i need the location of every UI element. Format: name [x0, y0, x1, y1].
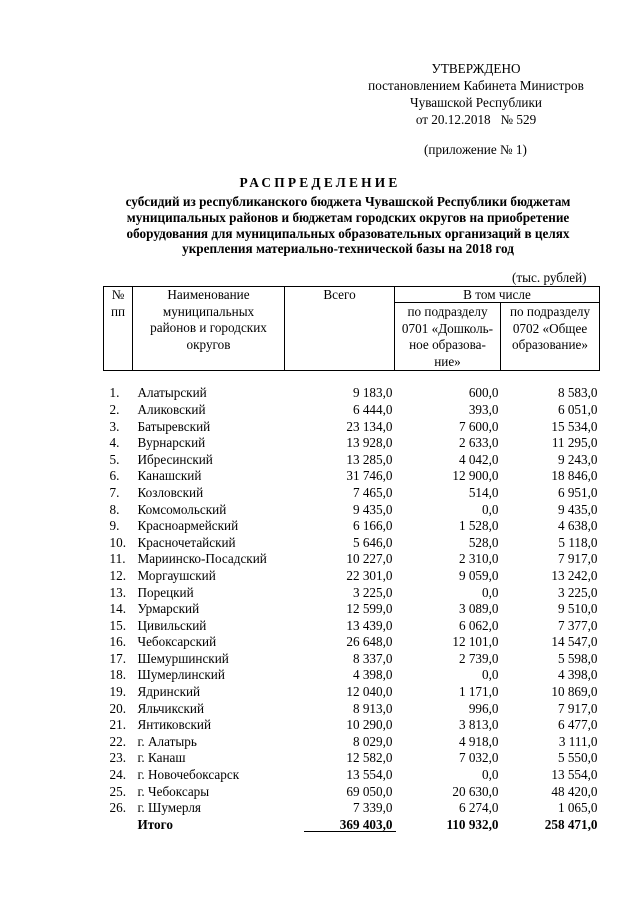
row-name: Алатырский — [137, 385, 207, 401]
row-name: г. Шумерля — [137, 800, 202, 816]
row-number: 26. — [109, 800, 126, 816]
row-preschool: 12 101,0 — [452, 634, 499, 650]
row-preschool: 3 813,0 — [458, 717, 499, 733]
table-row — [104, 618, 600, 635]
row-general: 6 051,0 — [557, 401, 598, 417]
appendix-label: (приложение № 1) — [424, 142, 527, 157]
row-number: 12. — [109, 567, 126, 583]
row-general: 1 065,0 — [557, 800, 598, 816]
row-total: 4 398,0 — [352, 667, 393, 683]
table-row — [104, 784, 600, 801]
row-general: 14 547,0 — [551, 634, 598, 650]
row-name: Канашский — [137, 468, 202, 484]
table-row — [104, 800, 600, 817]
row-total: 13 439,0 — [346, 617, 393, 633]
closing-rule — [304, 831, 396, 832]
row-general: 9 435,0 — [557, 501, 598, 517]
row-name: Мариинско-Посадский — [137, 551, 267, 567]
row-name: Моргаушский — [137, 567, 216, 583]
document-title: РАСПРЕДЕЛЕНИЕ — [239, 175, 401, 190]
row-preschool: 2 633,0 — [458, 435, 499, 451]
table-row — [104, 701, 600, 718]
row-total: 13 928,0 — [346, 435, 393, 451]
row-general: 15 534,0 — [551, 418, 598, 434]
row-total: 12 599,0 — [346, 601, 393, 617]
table-row — [104, 568, 600, 585]
row-name: Чебоксарский — [137, 634, 217, 650]
row-number: 14. — [109, 601, 126, 617]
row-preschool: 0,0 — [482, 667, 499, 683]
row-total: 8 913,0 — [352, 700, 393, 716]
row-number: 23. — [109, 750, 126, 766]
approval-republic: Чувашской Республики — [410, 95, 542, 110]
row-number: 4. — [109, 435, 120, 451]
row-general: 3 225,0 — [557, 584, 598, 600]
row-total: 13 285,0 — [346, 451, 393, 467]
row-number: 7. — [109, 484, 120, 500]
row-preschool: 514,0 — [468, 484, 499, 500]
table-body — [104, 371, 600, 834]
row-general: 5 598,0 — [557, 650, 598, 666]
total-sum: 369 403,0 — [339, 816, 393, 832]
table-row — [104, 485, 600, 502]
row-name: г. Канаш — [137, 750, 186, 766]
row-name: г. Новочебоксарск — [137, 767, 240, 783]
row-general: 9 243,0 — [557, 451, 598, 467]
table-row — [104, 684, 600, 701]
row-name: Козловский — [137, 484, 204, 500]
row-total: 12 582,0 — [346, 750, 393, 766]
header-name: Наименование муниципальных районов и городских округов — [133, 287, 285, 371]
row-general: 4 398,0 — [557, 667, 598, 683]
row-number: 15. — [109, 617, 126, 633]
table-row — [104, 371, 600, 402]
row-number: 19. — [109, 684, 126, 700]
table-row — [104, 667, 600, 684]
subtitle-line: укрепления материально-технической базы на 2018 год — [182, 241, 514, 257]
row-preschool: 996,0 — [468, 700, 499, 716]
row-number: 9. — [109, 518, 120, 534]
units-label: (тыс. рублей) — [512, 270, 587, 285]
row-preschool: 0,0 — [482, 584, 499, 600]
approval-date-number: от 20.12.2018 № 529 — [415, 112, 537, 127]
row-name: Вурнарский — [137, 435, 206, 451]
row-general: 8 583,0 — [557, 385, 598, 401]
row-general: 7 377,0 — [557, 617, 598, 633]
row-general: 9 510,0 — [557, 601, 598, 617]
total-label: Итого — [137, 816, 173, 832]
row-general: 7 917,0 — [557, 551, 598, 567]
row-preschool: 1 171,0 — [458, 684, 499, 700]
row-number: 13. — [109, 584, 126, 600]
approval-resolution: постановлением Кабинета Министров — [368, 78, 584, 93]
row-general: 7 917,0 — [557, 700, 598, 716]
row-general: 5 550,0 — [557, 750, 598, 766]
row-general: 4 638,0 — [557, 518, 598, 534]
row-name: Аликовский — [137, 401, 206, 417]
approval-title: УТВЕРЖДЕНО — [431, 61, 521, 76]
header-including: В том числе — [395, 287, 600, 303]
row-number: 2. — [109, 401, 120, 417]
row-number: 25. — [109, 783, 126, 799]
row-name: Шемуршинский — [137, 650, 229, 666]
row-name: Красноармейский — [137, 518, 239, 534]
total-general: 258 471,0 — [544, 816, 598, 832]
row-preschool: 0,0 — [482, 501, 499, 517]
row-name: Урмарский — [137, 601, 200, 617]
row-general: 13 242,0 — [551, 567, 598, 583]
subtitle-line: муниципальных районов и бюджетам городских округов на приобретение — [126, 209, 570, 225]
row-general: 5 118,0 — [558, 534, 598, 550]
row-preschool: 1 528,0 — [458, 518, 499, 534]
table-row — [104, 468, 600, 485]
row-name: Порецкий — [137, 584, 194, 600]
header-total: Всего — [285, 287, 395, 371]
row-preschool: 6 274,0 — [458, 800, 499, 816]
row-total: 9 435,0 — [352, 501, 393, 517]
row-total: 31 746,0 — [346, 468, 393, 484]
row-number: 24. — [109, 767, 126, 783]
table-row — [104, 435, 600, 452]
row-general: 11 295,0 — [551, 435, 598, 451]
row-total: 26 648,0 — [346, 634, 393, 650]
row-number: 17. — [109, 650, 126, 666]
row-total: 6 444,0 — [352, 401, 393, 417]
row-preschool: 9 059,0 — [458, 567, 499, 583]
row-preschool: 4 042,0 — [458, 451, 499, 467]
row-name: Ибресинский — [137, 451, 213, 467]
table-row — [104, 419, 600, 436]
header-num: № пп — [104, 287, 133, 371]
row-name: Яльчикский — [137, 700, 205, 716]
row-total: 69 050,0 — [346, 783, 393, 799]
row-preschool: 12 900,0 — [452, 468, 499, 484]
row-general: 10 869,0 — [551, 684, 598, 700]
row-total: 22 301,0 — [346, 567, 393, 583]
row-general: 48 420,0 — [551, 783, 598, 799]
table-row — [104, 634, 600, 651]
row-number: 3. — [109, 418, 120, 434]
row-total: 6 166,0 — [352, 518, 393, 534]
row-total: 10 227,0 — [346, 551, 393, 567]
row-number: 16. — [109, 634, 126, 650]
document-subtitle — [92, 194, 604, 257]
row-preschool: 2 310,0 — [458, 551, 499, 567]
table-row — [104, 585, 600, 602]
row-name: Комсомольский — [137, 501, 227, 517]
row-total: 9 183,0 — [352, 385, 393, 401]
row-preschool: 4 918,0 — [458, 733, 499, 749]
row-total: 13 554,0 — [346, 767, 393, 783]
row-number: 1. — [109, 385, 120, 401]
row-total: 7 465,0 — [352, 484, 393, 500]
table-row — [104, 502, 600, 519]
row-number: 10. — [109, 534, 126, 550]
row-total: 10 290,0 — [346, 717, 393, 733]
header-preschool: по подразделу 0701 «Дошколь- ное образова- ние» — [395, 303, 501, 371]
row-number: 11. — [109, 551, 126, 567]
header-general: по подразделу 0702 «Общее образование» — [501, 303, 600, 371]
row-preschool: 3 089,0 — [458, 601, 499, 617]
total-preschool: 110 932,0 — [446, 816, 499, 832]
approval-block — [360, 60, 592, 128]
row-preschool: 528,0 — [468, 534, 499, 550]
total-number-empty — [104, 817, 133, 834]
subsidy-table — [103, 286, 600, 833]
row-total: 7 339,0 — [352, 800, 393, 816]
table-row — [104, 452, 600, 469]
row-general: 13 554,0 — [551, 767, 598, 783]
row-name: Шумерлинский — [137, 667, 225, 683]
row-preschool: 6 062,0 — [458, 617, 499, 633]
row-number: 20. — [109, 700, 126, 716]
row-total: 8 337,0 — [352, 650, 393, 666]
row-number: 5. — [109, 451, 120, 467]
row-preschool: 2 739,0 — [458, 650, 499, 666]
subtitle-line: оборудования для муниципальных образовательных организаций в целях — [126, 225, 570, 241]
row-general: 18 846,0 — [551, 468, 598, 484]
row-number: 22. — [109, 733, 126, 749]
row-preschool: 20 630,0 — [452, 783, 499, 799]
row-total: 12 040,0 — [346, 684, 393, 700]
row-number: 18. — [109, 667, 126, 683]
table-row — [104, 651, 600, 668]
row-general: 6 477,0 — [557, 717, 598, 733]
row-preschool: 393,0 — [468, 401, 499, 417]
row-total: 8 029,0 — [352, 733, 393, 749]
row-total: 23 134,0 — [346, 418, 393, 434]
table-row — [104, 551, 600, 568]
row-preschool: 0,0 — [482, 767, 499, 783]
table-row — [104, 750, 600, 767]
row-total: 5 646,0 — [352, 534, 393, 550]
table-row — [104, 717, 600, 734]
table-row — [104, 767, 600, 784]
row-number: 21. — [109, 717, 126, 733]
row-general: 6 951,0 — [557, 484, 598, 500]
table-header — [104, 287, 600, 371]
table-row — [104, 535, 600, 552]
row-name: г. Алатырь — [137, 733, 197, 749]
row-general: 3 111,0 — [558, 733, 598, 749]
row-number: 6. — [109, 468, 120, 484]
row-preschool: 600,0 — [468, 385, 499, 401]
row-preschool: 7 032,0 — [458, 750, 499, 766]
row-name: г. Чебоксары — [137, 783, 210, 799]
row-name: Батыревский — [137, 418, 211, 434]
subtitle-line: субсидий из республиканского бюджета Чувашской Республики бюджетам — [125, 194, 571, 209]
row-name: Красночетайский — [137, 534, 236, 550]
table-row — [104, 402, 600, 419]
row-name: Янтиковский — [137, 717, 212, 733]
table-row — [104, 734, 600, 751]
row-total: 3 225,0 — [352, 584, 393, 600]
row-preschool: 7 600,0 — [458, 418, 499, 434]
row-name: Цивильский — [137, 617, 207, 633]
table-row — [104, 518, 600, 535]
row-name: Ядринский — [137, 684, 201, 700]
row-number: 8. — [109, 501, 120, 517]
table-row — [104, 601, 600, 618]
